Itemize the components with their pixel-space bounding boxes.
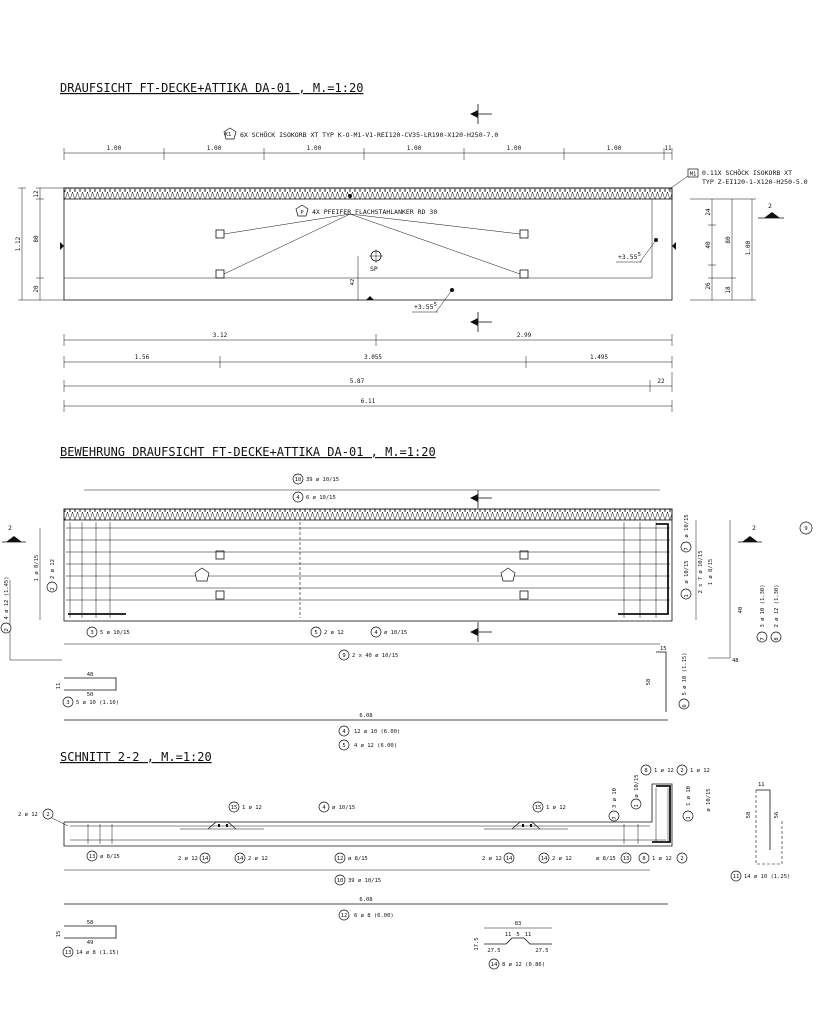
svg-text:15: 15 — [534, 805, 542, 811]
isokorb-strip — [64, 188, 672, 199]
c15-right-text: 1 ø 12 — [546, 805, 566, 811]
svg-text:6: 6 — [682, 704, 688, 708]
svg-text:3.12: 3.12 — [212, 332, 228, 339]
svg-text:10: 10 — [336, 878, 344, 884]
svg-text:83: 83 — [514, 921, 522, 927]
top-plan-view — [15, 81, 808, 412]
shape-7-text: 3 ø 10 (1.30) — [760, 584, 766, 628]
svg-text:ø 8/15: ø 8/15 — [596, 856, 616, 862]
svg-text:12: 12 — [340, 913, 348, 919]
right-dim-3: 26 — [705, 282, 712, 290]
svg-text:40: 40 — [738, 606, 744, 614]
svg-text:27.5: 27.5 — [535, 948, 549, 954]
right-dim-5: 80 — [725, 236, 732, 244]
svg-text:1: 1 — [686, 816, 692, 820]
right-dim-4: 18 — [725, 286, 732, 294]
svg-text:48: 48 — [732, 658, 739, 664]
svg-text:1: 1 — [684, 594, 690, 598]
svg-text:11: 11 — [504, 932, 512, 938]
svg-text:58: 58 — [86, 920, 94, 926]
bar-4-text: 12 ø 10 (6.00) — [354, 729, 401, 735]
svg-text:2 ø 12: 2 ø 12 — [178, 856, 198, 862]
svg-text:1.56: 1.56 — [134, 354, 150, 361]
right-v-3: ø 10/15 — [684, 560, 690, 584]
callout-9-text: 2 x 40 ø 10/15 — [352, 653, 399, 659]
anchor-marker-right-icon — [501, 568, 515, 581]
anchor-marker-left-icon — [195, 568, 209, 581]
right-dim-1: 24 — [705, 208, 712, 216]
bar-5-text: 4 ø 12 (6.00) — [354, 743, 398, 749]
svg-text:2 ø 12: 2 ø 12 — [482, 856, 502, 862]
section-outline — [64, 784, 672, 846]
rebar-total-len: 6.08 — [359, 713, 373, 719]
svg-text:ø 10/15: ø 10/15 — [634, 774, 640, 798]
svg-text:7: 7 — [684, 547, 690, 551]
svg-text:4: 4 — [296, 495, 300, 501]
rebar-section-marker-right — [738, 524, 762, 542]
svg-text:11: 11 — [758, 782, 765, 788]
svg-text:10: 10 — [294, 477, 302, 483]
section-marker-right — [758, 202, 784, 218]
shape-11-text: 14 ø 10 (1.25) — [744, 874, 791, 880]
isokorb2-marker-text: M1 — [689, 171, 697, 178]
svg-text:14: 14 — [505, 856, 513, 862]
svg-text:8: 8 — [774, 637, 780, 641]
left-v-3: 4 ø 12 (1.45) — [4, 576, 10, 620]
svg-text:5: 5 — [314, 630, 318, 636]
svg-text:1.495: 1.495 — [589, 354, 609, 361]
svg-text:27.5: 27.5 — [487, 948, 501, 954]
svg-text:3: 3 — [90, 630, 94, 636]
svg-text:7: 7 — [612, 816, 618, 820]
anchor-label: 4X PFEIFER FLACHSTAHLANKER RD 30 — [312, 208, 438, 216]
callout-10-text: 39 ø 10/15 — [306, 477, 340, 483]
svg-text:50: 50 — [86, 692, 94, 698]
svg-text:6.08: 6.08 — [359, 897, 373, 903]
svg-text:8: 8 — [644, 768, 648, 774]
svg-text:56: 56 — [774, 811, 780, 819]
svg-text:4: 4 — [342, 729, 346, 735]
svg-text:58: 58 — [746, 811, 752, 819]
svg-text:2: 2 — [752, 524, 756, 532]
bottom-dim-rows — [64, 332, 672, 412]
svg-text:2 ø 12: 2 ø 12 — [248, 856, 268, 862]
right-dim-2: 40 — [705, 241, 712, 249]
svg-text:13: 13 — [88, 854, 96, 860]
svg-text:58: 58 — [646, 678, 652, 686]
left-dim-1: 12 — [33, 190, 40, 198]
c13-left-text: ø 8/15 — [100, 854, 120, 860]
svg-text:8: 8 — [642, 856, 646, 862]
slab-outline — [64, 188, 672, 300]
shape-13-text: 14 ø 8 (1.15) — [76, 950, 120, 956]
svg-text:9: 9 — [342, 653, 346, 659]
right-dim-6: 1.00 — [745, 240, 752, 256]
section-arrow-top-lower — [470, 312, 492, 332]
rebar-bars — [66, 522, 670, 618]
c8-top-text: 1 ø 12 — [654, 768, 674, 774]
isokorb2-label-2: TYP Z-EI120-1-X120-H250-5.0 — [702, 178, 808, 186]
svg-text:2: 2 — [680, 856, 684, 862]
c2-top-text: 1 ø 12 — [690, 768, 710, 774]
left-dim-3: 20 — [33, 285, 40, 293]
left-v-1: 1 ø 8/15 — [34, 554, 40, 582]
svg-text:14: 14 — [236, 856, 244, 862]
svg-text:ø 10/15: ø 10/15 — [706, 788, 712, 812]
svg-text:6.11: 6.11 — [360, 398, 376, 405]
svg-text:2: 2 — [46, 812, 50, 818]
right-v-2: 2 x 7 ø 10/15 — [698, 550, 704, 594]
svg-text:14: 14 — [540, 856, 548, 862]
centroid-icon — [369, 249, 383, 263]
section-arrow-top-upper — [470, 104, 492, 124]
svg-text:7: 7 — [760, 637, 766, 641]
left-dim-2: 80 — [33, 235, 40, 243]
svg-text:49: 49 — [86, 940, 94, 946]
bottom-section-title: SCHNITT 2-2 , M.=1:20 — [60, 750, 212, 764]
callout-4b-text: ø 10/15 — [384, 630, 408, 636]
svg-text:13: 13 — [64, 950, 72, 956]
shape-3-text: 5 ø 10 (1.10) — [76, 700, 120, 706]
svg-text:12: 12 — [336, 856, 344, 862]
isokorb-label: 6X SCHÖCK ISOKORB XT TYP K-O-M1-V1-REI120-CV35-LR190-X120-H250-7.0 — [240, 131, 499, 139]
svg-text:17.5: 17.5 — [474, 937, 480, 951]
section-arrow-mid-lower — [470, 622, 492, 642]
svg-text:11: 11 — [56, 682, 62, 690]
anchor-marker-text: P — [300, 210, 304, 216]
page-marker: 9 — [804, 526, 808, 532]
callout-5-text: 2 ø 12 — [324, 630, 344, 636]
c1-right-text: 1 ø 10 — [686, 786, 692, 806]
svg-text:2: 2 — [8, 524, 12, 532]
svg-text:2: 2 — [4, 628, 10, 632]
top-dim-7: 11 — [664, 145, 672, 152]
top-dim-6: 1.00 — [606, 145, 622, 152]
c7-text: 3 ø 10 — [612, 788, 618, 808]
svg-text:13: 13 — [622, 856, 630, 862]
top-dim-2: 1.00 — [206, 145, 222, 152]
svg-text:11: 11 — [732, 874, 740, 880]
rebar-section-marker-left — [2, 524, 26, 542]
svg-text:15: 15 — [230, 805, 238, 811]
shape-6-text: 5 ø 10 (1.15) — [682, 652, 688, 696]
svg-text:4: 4 — [322, 805, 326, 811]
top-dim-4: 1.00 — [406, 145, 422, 152]
svg-text:2: 2 — [680, 768, 684, 774]
c2-left-text: 2 ø 12 — [18, 812, 38, 818]
svg-text:2: 2 — [50, 587, 56, 591]
svg-text:15: 15 — [660, 646, 667, 652]
shape-14-text: 8 ø 12 (0.86) — [502, 962, 546, 968]
top-dim-1: 1.00 — [106, 145, 122, 152]
c12-total-text: 6 ø 8 (6.00) — [354, 913, 394, 919]
callout-3-text: 5 ø 10/15 — [100, 630, 130, 636]
elevation-label-2: $+3.55^5$ — [414, 302, 437, 311]
rebar-slab-outline — [64, 509, 672, 621]
svg-text:2.99: 2.99 — [516, 332, 532, 339]
mid-section-title: BEWEHRUNG DRAUFSICHT FT-DECKE+ATTIKA DA-01 , M.=1:20 — [60, 445, 436, 459]
svg-text:3.055: 3.055 — [363, 354, 383, 361]
svg-text:14: 14 — [490, 962, 498, 968]
c12-text: ø 8/15 — [348, 856, 368, 862]
callout-4-text: 6 ø 10/15 — [306, 495, 336, 501]
sp-label: SP — [370, 265, 378, 273]
svg-text:5: 5 — [342, 743, 346, 749]
svg-text:11: 11 — [524, 932, 532, 938]
svg-text:3: 3 — [66, 700, 70, 706]
top-dim-5: 1.00 — [506, 145, 522, 152]
isokorb-marker-text: K1 — [224, 132, 232, 138]
svg-text:22: 22 — [657, 378, 665, 385]
c10-text: 39 ø 10/15 — [348, 878, 382, 884]
svg-text:1 ø 12: 1 ø 12 — [652, 856, 672, 862]
shape-8-text: 2 ø 12 (1.30) — [774, 584, 780, 628]
left-dim-4: 1.12 — [15, 236, 22, 252]
svg-text:14: 14 — [201, 856, 209, 862]
elevation-label-1: $+3.55^5$ — [618, 252, 641, 261]
svg-text:1: 1 — [634, 804, 640, 808]
inner-dim: 42 — [350, 278, 356, 286]
svg-text:4: 4 — [374, 630, 378, 636]
right-v-1: ø 10/15 — [684, 514, 690, 538]
right-v-4: 1 ø 8/15 — [708, 558, 714, 586]
section-cut-view — [18, 750, 790, 969]
isokorb2-label-1: 0.11X SCHÖCK ISOKORB XT — [702, 169, 793, 177]
svg-text:15: 15 — [56, 930, 62, 938]
svg-text:2 ø 12: 2 ø 12 — [552, 856, 572, 862]
top-section-title: DRAUFSICHT FT-DECKE+ATTIKA DA-01 , M.=1:20 — [60, 81, 364, 95]
svg-text:2: 2 — [768, 202, 772, 210]
rebar-plan-view — [1, 445, 812, 750]
c15-left-text: 1 ø 12 — [242, 805, 262, 811]
section-arrow-mid-upper — [470, 490, 492, 508]
top-dim-3: 1.00 — [306, 145, 322, 152]
svg-text:5: 5 — [516, 932, 520, 938]
left-v-2: 2 ø 12 — [50, 559, 56, 579]
svg-text:5.87: 5.87 — [349, 378, 365, 385]
c4-text: ø 10/15 — [332, 805, 356, 811]
svg-text:48: 48 — [86, 672, 94, 678]
